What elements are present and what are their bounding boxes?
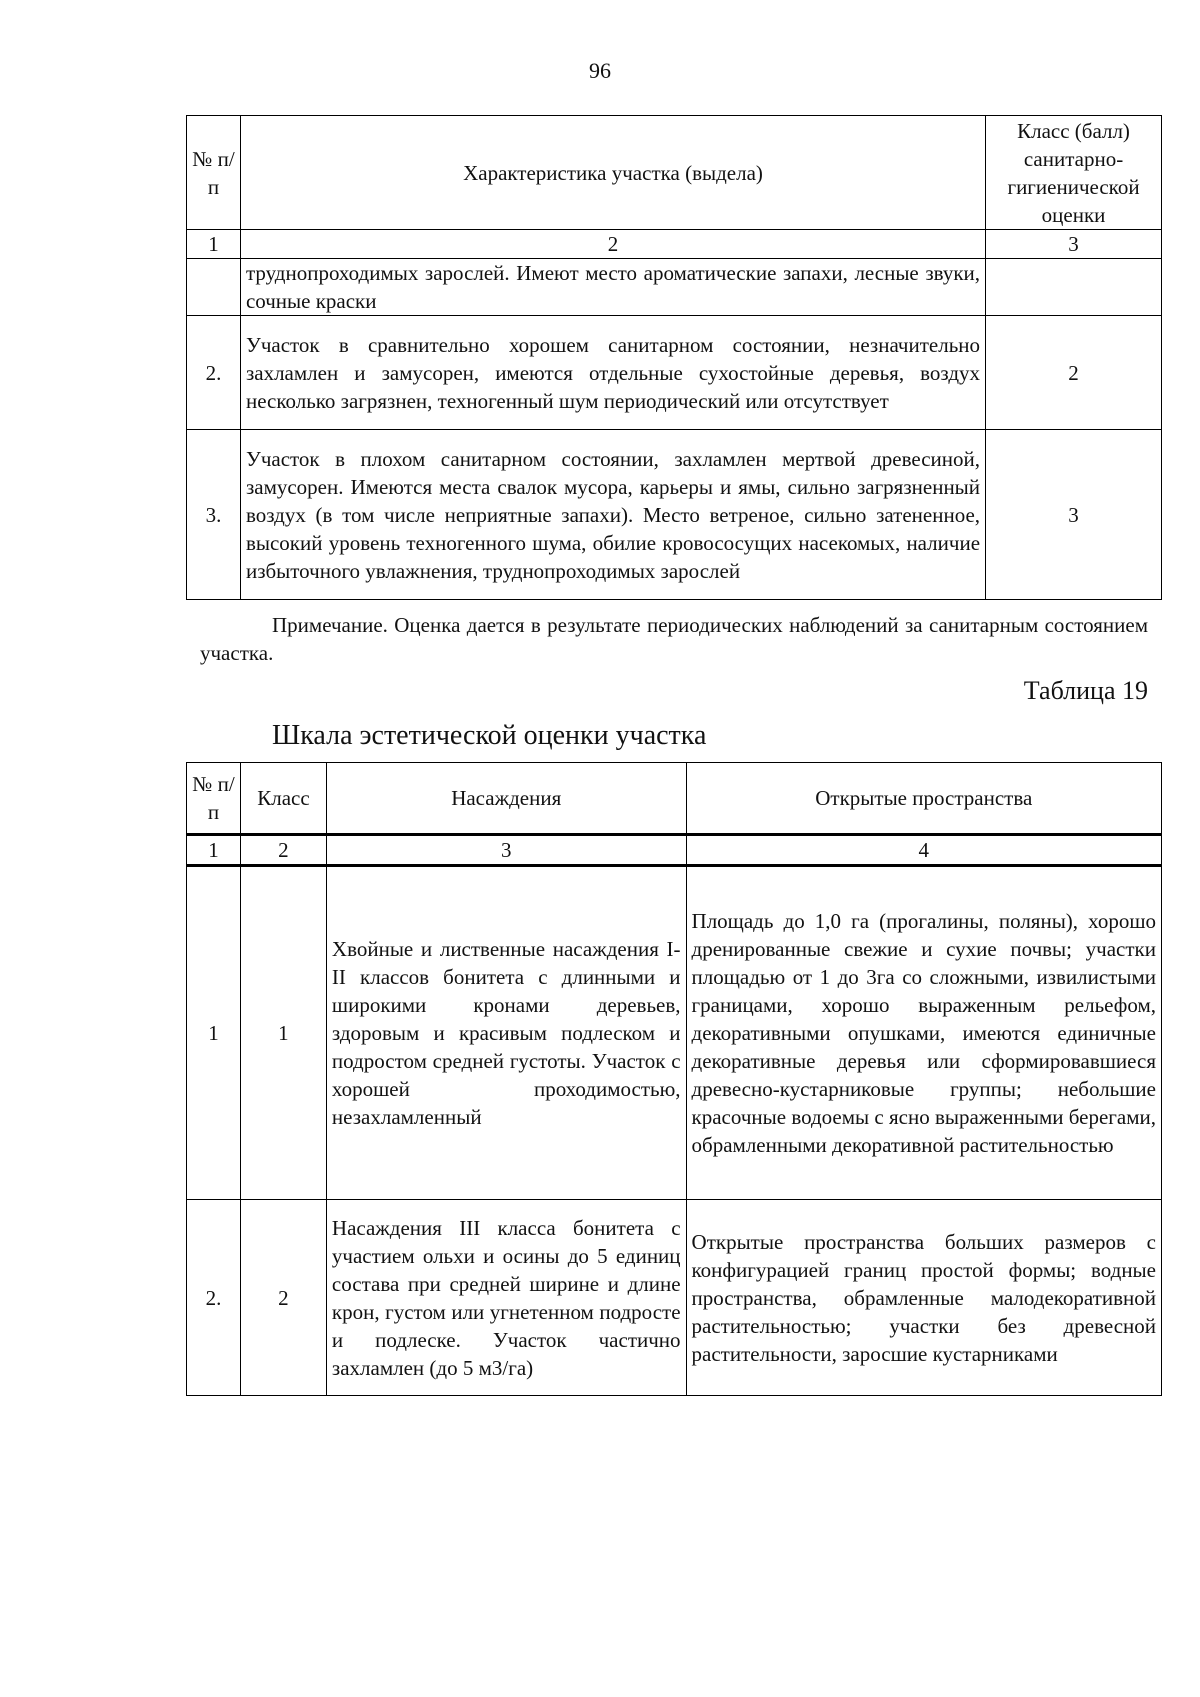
page-number: 96 (589, 58, 611, 83)
sanitary-table (186, 115, 1162, 600)
row-characteristic: Участок в плохом санитарном состоянии, захламлен мертвой древесиной, замусорен. Имеются места свалок мусора, карьеры и ямы, сильно загрязненный воздух (в том числе неприятные запахи). Место ветреное, сильно затененное, высокий уровень техногенного шума, обилие кровососущих насекомых, наличие избыточного увлажнения, труднопроходимых зарослей (240, 430, 985, 600)
row-class (986, 259, 1162, 316)
row-characteristic: труднопроходимых зарослей. Имеют место ароматические запахи, лесные звуки, сочные краски (240, 259, 985, 316)
header-plantings: Насаждения (326, 763, 686, 835)
table-label: Таблица 19 (1023, 676, 1148, 705)
row-class: 3 (986, 430, 1162, 600)
col-number: 2 (240, 835, 326, 866)
row-characteristic: Участок в сравнительно хорошем санитарном состоянии, незначительно захламлен и замусорен, имеются отдельные сухостойные деревья, воздух несколько загрязнен, техногенный шум периодический или отсутствует (240, 316, 985, 430)
row-plantings: Хвойные и лиственные насаждения I-II классов бонитета с длинными и широкими кронами деревьев, здоровым и красивым подлеском и подростом средней густоты. Участок с хорошей проходимостью, незахламленный (326, 866, 686, 1200)
col-number: 3 (326, 835, 686, 866)
row-num (187, 259, 241, 316)
row-num: 2. (187, 1200, 241, 1396)
col-number: 3 (986, 230, 1162, 259)
header-open-spaces: Открытые пространства (686, 763, 1161, 835)
table-row (187, 1200, 1162, 1396)
col-number: 4 (686, 835, 1161, 866)
row-plantings: Насаждения III класса бонитета с участием ольхи и осины до 5 единиц состава при средней ширине и длине крон, густом или угнетенном подросте и подлеске. Участок частично захламлен (до 5 м3/га) (326, 1200, 686, 1396)
table-title: Шкала эстетической оценки участка (272, 720, 707, 751)
table-row (187, 866, 1162, 1200)
table-row (187, 259, 1162, 316)
col-number: 1 (187, 230, 241, 259)
table-row (187, 316, 1162, 430)
row-num: 2. (187, 316, 241, 430)
header-num: № п/п (187, 116, 241, 230)
table-row (187, 430, 1162, 600)
row-open-spaces: Открытые пространства больших размеров с конфигурацией границ простой формы; водные пространства, обрамленные малодекоративной растительностью; участки без древесной растительности, заросшие кустарниками (686, 1200, 1161, 1396)
col-number: 1 (187, 835, 241, 866)
header-num: № п/п (187, 763, 241, 835)
header-characteristic: Характеристика участка (выдела) (240, 116, 985, 230)
row-num: 1 (187, 866, 241, 1200)
row-class: 2 (986, 316, 1162, 430)
header-class: Класс (балл) санитарно-гигиенической оценки (986, 116, 1162, 230)
col-number: 2 (240, 230, 985, 259)
table-note: Примечание. Оценка дается в результате периодических наблюдений за санитарным состоянием участка. (200, 613, 1148, 665)
row-num: 3. (187, 430, 241, 600)
row-open-spaces: Площадь до 1,0 га (прогалины, поляны), хорошо дренированные свежие и сухие почвы; участки площадью от 1 до 3га со сложными, извилистыми границами, хорошо выраженным рельефом, декоративными опушками, имеются единичные декоративные деревья или сформировавшиеся древесно-кустарниковые группы; небольшие красочные водоемы с ясно выраженными берегами, обрамленными декоративной растительностью (686, 866, 1161, 1200)
row-class: 2 (240, 1200, 326, 1396)
aesthetic-table (186, 762, 1162, 1396)
header-class: Класс (240, 763, 326, 835)
row-class: 1 (240, 866, 326, 1200)
